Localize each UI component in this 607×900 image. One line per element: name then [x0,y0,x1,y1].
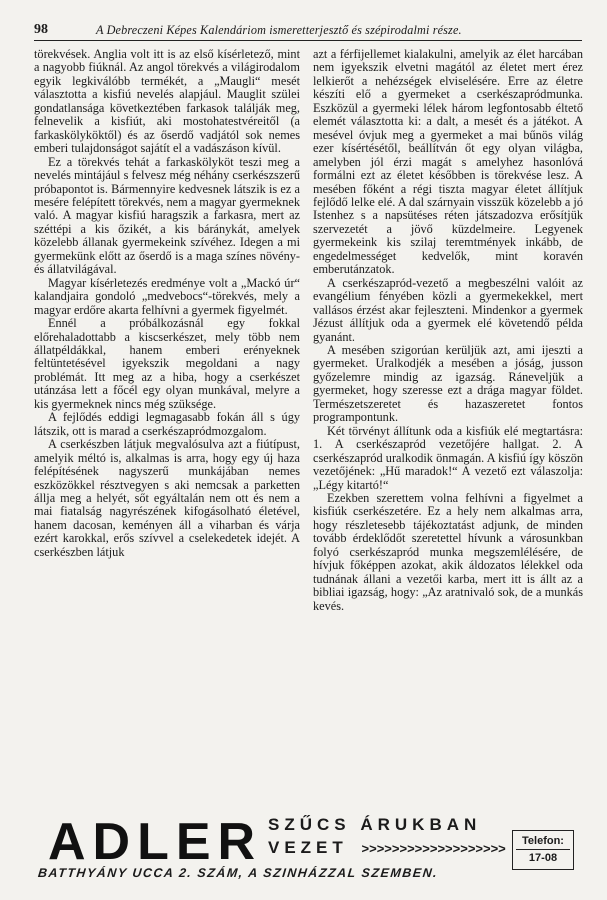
paragraph: Ezekben szerettem volna felhívni a figyelmet a kisfiúk cserkészetére. Ez a hely nem alkalmas arra, hogy részletesebb tájékoztatást adjunk, de minden tovább érdeklődőt szeretettel hívunk a városunkban folyó cserkészapród munka megszemlélésére, de hívjuk főképpen azokat, akik áldozatos lélekkel oda tudnának állani a vezetői karba, mert itt is állt az a bibliai igazság, hogy: „Az aratnivaló sok, de a munkás kevés. [313,490,583,613]
ad-tagline-1: SZŰCS ÁRUKBAN [268,815,482,834]
ad-phone-label: Telefon: [516,833,570,850]
advertisement [38,814,587,886]
ad-brand: ADLER [48,813,263,871]
ad-phone-number: 17-08 [528,852,558,864]
page-header [34,22,582,41]
paragraph: A mesében szigorúan kerüljük azt, ami ijeszti a gyermeket. Uralkodjék a mesében a jóság, jusson győzelemre mindig az igazság. Ráneveljük a gyermeket, hogy szeresse ezt a drága magyar földet. Természetszeretet és hazaszeretet fontos programpontunk. [313,342,583,425]
paragraph: Magyar kísérletezés eredménye volt a „Mackó úr“ kalandjaira gondoló „medvebocs“-törekvés, mely a magyar erdőre akarta felhívni a gyermek figyelmét. [34,275,300,317]
page-number: 98 [34,22,48,37]
paragraph: Két törvényt állítunk oda a kisfiúk elé megtartásra: 1. A cserkészapród vezetőjére hallgat. 2. A cserkészapród uralkodik önmagán. A kisfiú így köszön vezetőjének: „Hű maradok!“ A vezető ezt válaszolja: „Légy kitartó!“ [313,423,583,492]
paragraph: törekvések. Anglia volt itt is az első kísérletező, mint a nagyobb fiúknál. Az angol törekvés a világirodalom egyik legkiválóbb termékét, a „Maugli“ mesét választotta a kisfiú nevelés alapjául. Mauglit szülei gondatlansága következtében farkasok találják meg, felnevelik a kisfiút, aki mostohatestvéreitől (a farkaskölyköktől) és az őserdő vadjától sok nemes emberi tulajdonságot sajátít el a vadászáson kívül. [34,47,300,156]
ad-tagline-2-text: VEZET [268,838,348,857]
ad-tagline-2 [268,838,506,858]
running-title: A Debreczeni Képes Kalendáriom ismeretterjesztő és szépirodalmi része. [96,23,462,37]
paragraph: azt a férfijellemet kialakulni, amelyik az élet harcában nem igyekszik elvetni magától az életet mert érez lelkierőt a nehézségek elviselésére. Erre az életre készíti elő a gyermeket a cserkészapródmunka. Eszközül a gyermeki lélek három legfontosabb éltető elemét választotta ki: a dalt, a mesét és a játékot. A mesével óvjuk meg a gyermeket a mai bűnös világ ezer kísértésétől, beállítván őt egy olyan világba, amelyben jól érzi magát s amelyhez hasonlóvá formálni ezt az életet későbben is törekvése lesz. A mesében főként a régi tiszta magyar életet állítjuk fejlődő lelke elé. A dal szárnyain visszük közelebb a jó Istenhez s a napsütéses réten játszadozva erősítjük szervezetét a jövő küzdelmeire. Legyenek gyermekeink kis szilaj teremtmények inkább, de engedelmességet kedvelők, mint koravén emberutánzatok. [313,47,583,277]
left-column [34,48,300,559]
ad-address: BATTHYÁNY UCCA 2. SZÁM, A SZINHÁZZAL SZEMBEN. [37,866,439,880]
paragraph: Ez a törekvés tehát a farkaskölyköt teszi meg a nevelés mintájául s felvesz még néhány cserkészszerű próbapontot is. Bármennyire kedvesnek látszik is ez a mesére felépített törekvés, nem a magyar gyermeknek való. A magyar kisfiú haragszik a farkasra, mert az széttépi a kis őzikét, a kis báránykát, amelyek közelebb állanak gyermekeink szívéhez. Idegen a mi gyermekünk előtt az őserdő is a maga színes növény- és állatvilágával. [34,154,300,277]
paragraph: A cserkészben látjuk megvalósulva azt a fiútípust, amelyik méltó is, alkalmas is arra, hogy egy új haza felépítésének nagyszerű munkájában nemes eszközökkel résztvegyen s aki nemcsak a parketten állja meg a helyét, sőt egyáltalán nem ott és nem a mai fiatalság nagyrészének kifogásolható életével, hanem dacosan, keményen áll a viharban és várja ezért karokkal, erős szívvel a cselekedetek idejét. A cserkészben látjuk [34,437,300,559]
ad-arrows: >>>>>>>>>>>>>>>>>>> [361,841,506,856]
paragraph: A fejlődés eddigi legmagasabb fokán áll s úgy látszik, ott is marad a cserkészapródmozgalom. [34,410,300,438]
ad-phone-box [512,830,574,870]
right-column [313,48,583,613]
paragraph: Ennél a próbálkozásnál egy fokkal előrehaladottabb a kiscserkészet, mely több nem állatpéldákkal, hanem emberi erényeknek feltüntetésével igyekszik megoldani a nagy problémát. Itt meg az a hiba, hogy a cserkészet utánzása lett a főcél egy olyan munkával, melyre a kis gyermeknek nincs még szüksége. [34,316,300,411]
paragraph: A cserkészapród-vezető a megbeszélni valóit az evangélium fényében közli a gyermekekkel, mert vallásos érzést akar fejleszteni. Mindenkor a gyermek Jézust állítjuk oda a gyermek elé követendő példa gyanánt. [313,275,583,344]
